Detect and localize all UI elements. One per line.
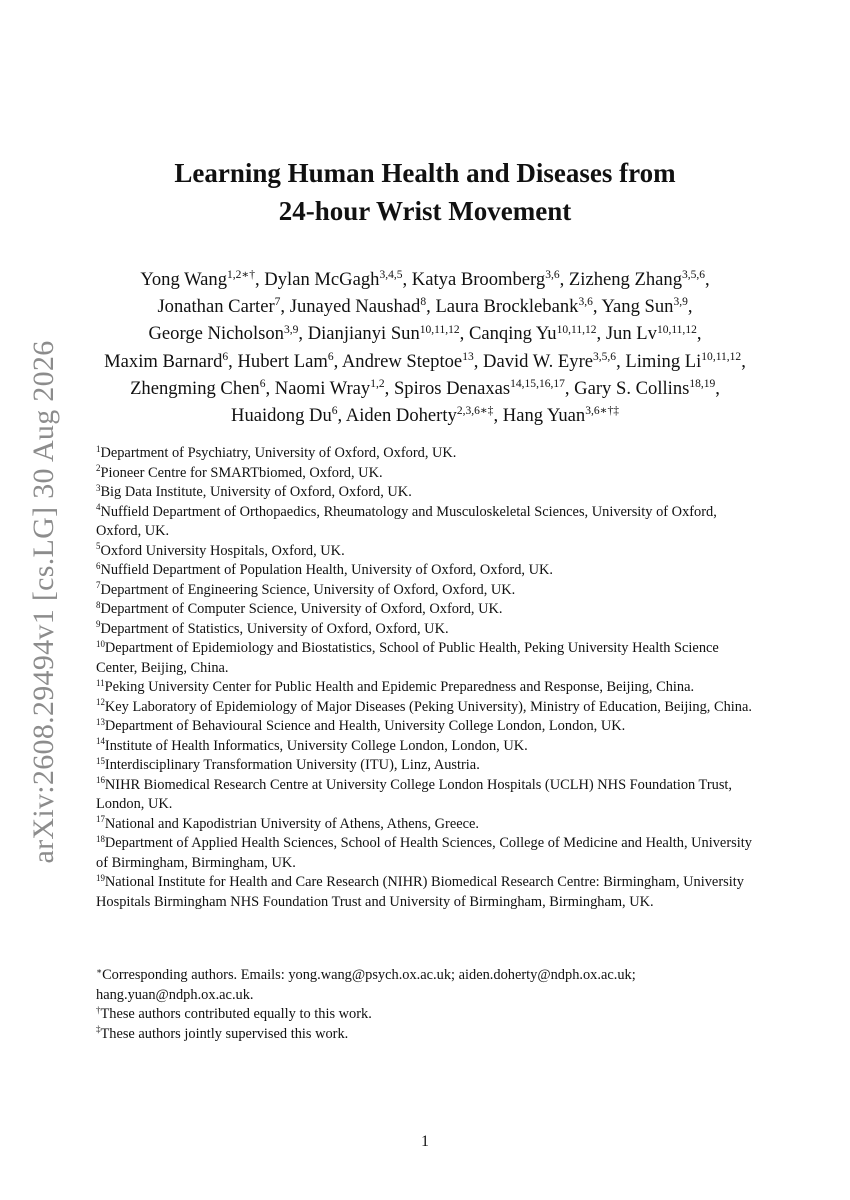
affiliation-number: 16	[96, 775, 105, 786]
arxiv-identifier-stamp: arXiv:2608.29494v1 [cs.LG] 30 Aug 2026	[27, 340, 60, 864]
author-affiliation-marker: 10,11,12	[556, 323, 597, 336]
author-affiliation-marker: 10,11,12	[419, 323, 460, 336]
author-affiliation-marker: 7	[274, 296, 281, 309]
author-name-text: Zizheng Zhang	[568, 269, 682, 290]
paper-title	[0, 154, 850, 230]
author-affiliation-marker: 10,11,12	[656, 323, 697, 336]
author-name-text: Canqing Yu	[468, 323, 557, 345]
affiliation-item	[96, 815, 758, 835]
affiliation-number: 1	[96, 443, 101, 454]
affiliation-number: 7	[96, 580, 101, 591]
author-affiliation-marker: 18,19	[689, 377, 716, 390]
author-name: Zizheng Zhang$^{3,5,6}$,	[568, 269, 710, 290]
affiliation-item	[96, 464, 758, 484]
author-name: Naomi Wray$^{1,2}$,	[274, 377, 390, 399]
affiliation-text: Department of Statistics, University of Oxford, Oxford, UK.	[100, 620, 449, 637]
affiliation-item	[96, 678, 758, 698]
affiliation-text: Big Data Institute, University of Oxford, Oxford, UK.	[100, 484, 412, 500]
author-list	[92, 266, 758, 429]
footnote-mark: †	[96, 1004, 101, 1015]
affiliation-number: 10	[96, 638, 105, 649]
affiliation-item	[96, 483, 758, 503]
author-affiliation-marker: 13	[462, 350, 474, 363]
author-name-text: Naomi Wray	[274, 377, 371, 399]
affiliation-item	[96, 503, 758, 542]
author-name: Dylan McGagh$^{3,4,5}$,	[264, 269, 408, 290]
author-name-text: Liming Li	[625, 350, 702, 372]
page-number: 1	[421, 1133, 429, 1150]
affiliation-number: 15	[96, 755, 105, 766]
affiliation-text: National Institute for Health and Care Research (NIHR) Biomedical Research Centre: Birmingham, University Hospitals Birmingham NHS Foundation Trust and University of Birmingham, Birmingham, UK.	[96, 874, 744, 910]
footnote-text: These authors jointly supervised this work.	[100, 1025, 349, 1042]
affiliation-text: Department of Epidemiology and Biostatistics, School of Public Health, Peking University Health Science Center, Beijing, China.	[96, 640, 719, 676]
affiliation-number: 18	[96, 833, 105, 844]
affiliation-item	[96, 620, 758, 640]
affiliation-item	[96, 561, 758, 581]
author-name: Laura Brocklebank$^{3,6}$,	[435, 296, 598, 318]
author-affiliation-marker: 8	[420, 296, 427, 309]
author-name-text: Hubert Lam	[237, 350, 328, 372]
author-name-text: Hang Yuan	[502, 405, 586, 427]
author-name: Maxim Barnard$^6$,	[104, 350, 233, 372]
affiliation-number: 17	[96, 814, 105, 825]
affiliation-text: Interdisciplinary Transformation University (ITU), Linz, Austria.	[104, 757, 480, 773]
affiliation-text: Department of Applied Health Sciences, School of Health Sciences, College of Medicine and Health, University of Birmingham, Birmingham, UK.	[96, 835, 752, 871]
affiliation-item	[96, 444, 758, 464]
author-affiliation-marker: 2,3,6∗‡	[456, 405, 494, 418]
author-name: Hubert Lam$^6$,	[237, 350, 339, 372]
affiliation-item	[96, 639, 758, 678]
affiliation-text: Department of Engineering Science, University of Oxford, Oxford, UK.	[100, 581, 516, 598]
author-affiliation-marker: 3,6∗†‡	[585, 405, 619, 418]
author-name-text: Spiros Denaxas	[393, 377, 511, 399]
author-name-text: Junayed Naushad	[289, 296, 421, 318]
affiliation-text: Key Laboratory of Epidemiology of Major Diseases (Peking University), Ministry of Education, Beijing, China.	[104, 698, 752, 715]
affiliation-number: 3	[96, 482, 101, 493]
author-name: Yang Sun$^{3,9}$,	[601, 296, 693, 318]
affiliation-number: 8	[96, 599, 101, 610]
affiliation-number: 14	[96, 736, 105, 747]
author-name: Zhengming Chen$^6$,	[130, 377, 271, 399]
affiliation-list	[96, 444, 758, 912]
author-affiliation-marker: 3,5,6	[593, 350, 617, 363]
author-name-text: George Nicholson	[148, 323, 284, 345]
author-name: Spiros Denaxas$^{14,15,16,17}$,	[393, 377, 570, 399]
affiliation-item	[96, 756, 758, 776]
affiliation-item	[96, 776, 758, 815]
author-name-text: Jonathan Carter	[157, 296, 275, 318]
author-name: Katya Broomberg$^{3,6}$,	[411, 269, 565, 290]
affiliation-item	[96, 737, 758, 757]
footnote-mark: ∗	[96, 965, 103, 976]
author-name-text: Dylan McGagh	[264, 269, 380, 290]
footnote-item	[96, 1005, 758, 1025]
author-name-text: Katya Broomberg	[411, 269, 546, 290]
title-line-2: 24-hour Wrist Movement	[278, 196, 572, 226]
affiliation-text: Nuffield Department of Population Health, University of Oxford, Oxford, UK.	[100, 562, 553, 578]
author-name-text: Huaidong Du	[231, 405, 332, 427]
author-affiliation-marker: 3,9	[673, 296, 688, 309]
title-line-1: Learning Human Health and Diseases from	[174, 158, 676, 188]
author-affiliation-marker: 1,2	[370, 377, 385, 390]
affiliation-item	[96, 600, 758, 620]
author-name-text: Aiden Doherty	[345, 405, 457, 427]
affiliation-item	[96, 834, 758, 873]
affiliation-text: Department of Computer Science, University of Oxford, Oxford, UK.	[100, 601, 503, 617]
affiliation-text: NIHR Biomedical Research Centre at University College London Hospitals (UCLH) NHS Foundation Trust, London, UK.	[96, 776, 733, 812]
author-name: Jonathan Carter$^7$,	[157, 296, 286, 318]
author-name-text: David W. Eyre	[483, 350, 594, 372]
author-affiliation-marker: 6	[259, 377, 266, 390]
author-name: George Nicholson$^{3,9}$,	[148, 323, 304, 345]
affiliation-number: 11	[96, 677, 105, 688]
author-affiliation-marker: 3,9	[283, 323, 299, 336]
author-name-text: Dianjianyi Sun	[307, 323, 420, 345]
footnotes	[96, 966, 758, 1044]
affiliation-text: Nuffield Department of Orthopaedics, Rheumatology and Musculoskeletal Sciences, University of Oxford, Oxford, UK.	[96, 503, 717, 539]
author-name-text: Jun Lv	[605, 323, 657, 345]
author-affiliation-marker: 3,6	[578, 296, 593, 309]
author-name-text: Gary S. Collins	[574, 377, 690, 399]
author-name-text: Laura Brocklebank	[435, 296, 579, 318]
author-affiliation-marker: 3,5,6	[682, 269, 706, 282]
footnote-text: These authors contributed equally to this work.	[100, 1006, 372, 1022]
footnote-mark: ‡	[96, 1024, 101, 1035]
author-name-text: Maxim Barnard	[104, 350, 223, 372]
author-affiliation-marker: 3,6	[545, 269, 560, 282]
author-name	[503, 405, 619, 426]
affiliation-item	[96, 873, 758, 912]
affiliation-text: Institute of Health Informatics, University College London, London, UK.	[104, 737, 528, 754]
author-name: David W. Eyre$^{3,5,6}$,	[483, 350, 621, 372]
author-affiliation-marker: 10,11,12	[701, 350, 742, 363]
affiliation-text: Oxford University Hospitals, Oxford, UK.	[100, 542, 345, 559]
affiliation-text: Department of Psychiatry, University of Oxford, Oxford, UK.	[100, 445, 457, 461]
author-name-text: Yong Wang	[140, 269, 227, 290]
author-name: Canqing Yu$^{10,11,12}$,	[468, 323, 602, 345]
author-affiliation-marker: 6	[331, 405, 338, 418]
affiliation-item	[96, 542, 758, 562]
affiliation-item	[96, 717, 758, 737]
footnote-item	[96, 966, 758, 1005]
affiliation-number: 19	[96, 872, 105, 883]
author-name: Huaidong Du$^6$,	[231, 405, 343, 427]
affiliation-text: Pioneer Centre for SMARTbiomed, Oxford, UK.	[100, 464, 383, 481]
author-name: Dianjianyi Sun$^{10,11,12}$,	[307, 323, 465, 345]
affiliation-number: 6	[96, 560, 101, 571]
affiliation-number: 9	[96, 619, 101, 630]
affiliation-number: 2	[96, 463, 101, 474]
author-affiliation-marker: 3,4,5	[379, 269, 403, 282]
affiliation-item	[96, 581, 758, 601]
author-name: Aiden Doherty$^{2,3,6∗\ddagger}$,	[345, 405, 499, 427]
author-affiliation-marker: 1,2∗†	[227, 269, 255, 282]
affiliation-text: Peking University Center for Public Health and Epidemic Preparedness and Response, Beijing, China.	[104, 679, 695, 695]
affiliation-text: Department of Behavioural Science and Health, University College London, London, UK.	[104, 718, 626, 734]
footnote-text: Corresponding authors. Emails: yong.wang@psych.ox.ac.uk; aiden.doherty@ndph.ox.ac.uk; hang.yuan@ndph.ox.ac.uk.	[96, 967, 636, 1003]
affiliation-number: 5	[96, 541, 101, 552]
author-name: Liming Li$^{10,11,12}$,	[625, 350, 746, 372]
author-name: Yong Wang$^{1,2∗\dagger}$,	[140, 269, 260, 290]
affiliation-text: National and Kapodistrian University of Athens, Athens, Greece.	[104, 815, 479, 832]
author-affiliation-marker: 6	[327, 350, 334, 363]
author-affiliation-marker: 6	[222, 350, 229, 363]
author-affiliation-marker: 14,15,16,17	[510, 377, 565, 390]
affiliation-number: 4	[96, 502, 101, 513]
author-name: Andrew Steptoe$^{13}$,	[341, 350, 479, 372]
affiliation-number: 13	[96, 716, 105, 727]
author-name: Junayed Naushad$^8$,	[289, 296, 431, 318]
author-name-text: Yang Sun	[601, 296, 674, 318]
author-name-text: Zhengming Chen	[130, 377, 260, 399]
author-name: Gary S. Collins$^{18,19}$,	[574, 377, 720, 399]
author-name: Jun Lv$^{10,11,12}$,	[605, 323, 702, 345]
affiliation-number: 12	[96, 697, 105, 708]
footnote-item	[96, 1025, 758, 1045]
author-name-text: Andrew Steptoe	[341, 350, 463, 372]
affiliation-item	[96, 698, 758, 718]
